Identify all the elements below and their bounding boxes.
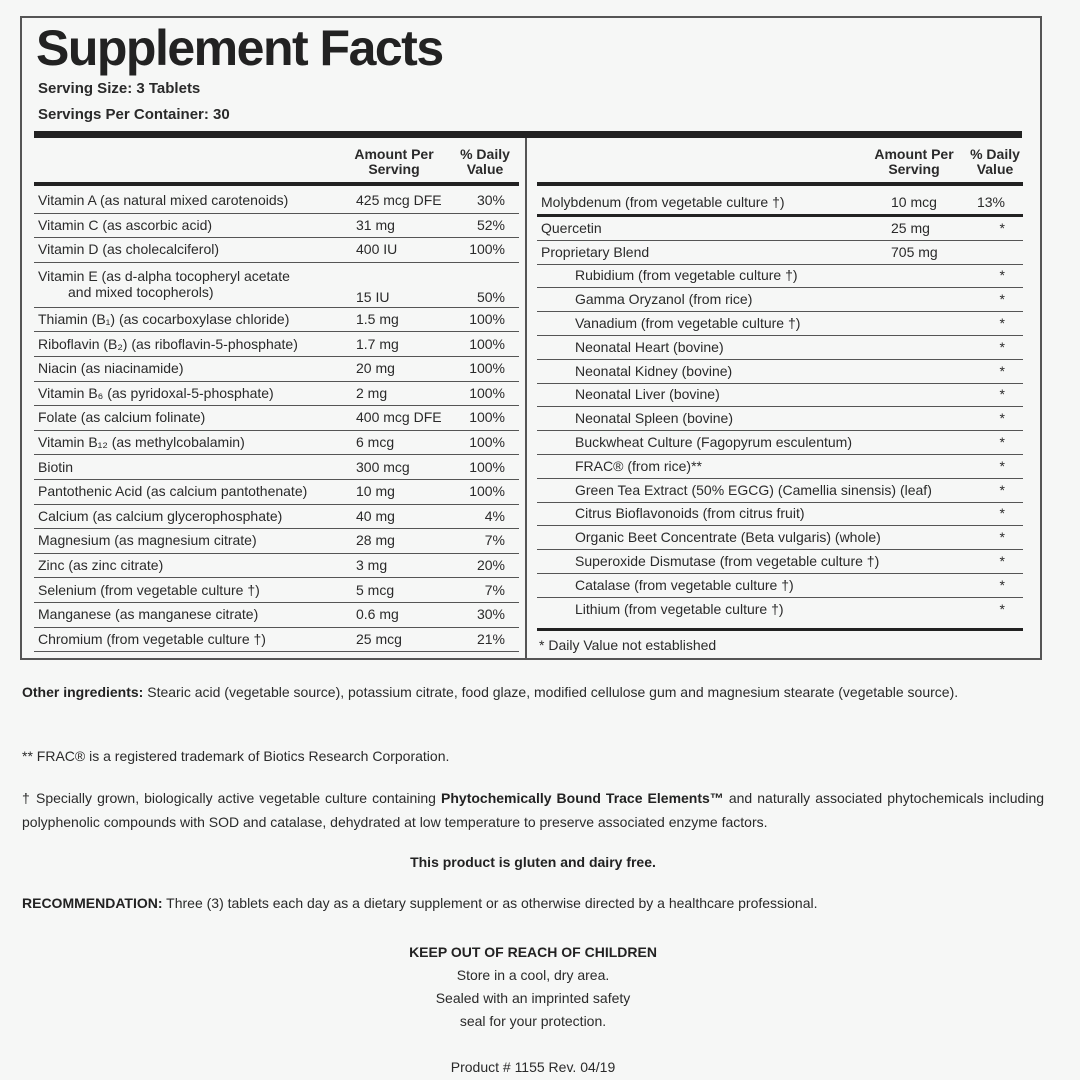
amount-per-serving: 6 mcg	[356, 434, 395, 451]
nutrient-name: FRAC® (from rice)**	[575, 457, 702, 474]
amount-per-serving: 10 mg	[356, 483, 395, 500]
nutrient-name: Riboflavin (B₂) (as riboflavin-5-phosphate)	[38, 335, 298, 352]
nutrient-name: Molybdenum (from vegetable culture †)	[541, 194, 785, 210]
amount-header: Amount Per Serving	[354, 146, 434, 177]
frac-trademark-note: ** FRAC® is a registered trademark of Biotics Research Corporation.	[22, 748, 450, 764]
amount-per-serving: 5 mcg	[356, 581, 395, 598]
table-row	[34, 405, 519, 431]
daily-value: *	[999, 267, 1005, 284]
daily-value: 7%	[484, 532, 505, 549]
nutrient-name: Folate (as calcium folinate)	[38, 409, 206, 426]
nutrient-name: Vitamin C (as ascorbic acid)	[38, 216, 213, 233]
nutrient-name: Vitamin E (as d-alpha tocopheryl acetate and mixed tocopherols)	[38, 268, 290, 301]
supplement-facts-panel	[20, 16, 1042, 660]
storage-line-2: Sealed with an imprinted safety	[435, 990, 631, 1006]
nutrient-name: Catalase (from vegetable culture †)	[575, 576, 794, 593]
product-number: Product # 1155 Rev. 04/19	[450, 1059, 616, 1075]
table-row	[34, 356, 519, 382]
table-row	[537, 240, 1023, 265]
amount-per-serving: 0.6 mg	[356, 606, 399, 623]
daily-value: *	[999, 315, 1005, 332]
table-row	[34, 188, 519, 214]
daily-value: *	[999, 505, 1005, 522]
nutrient-name: Neonatal Liver (bovine)	[575, 386, 720, 403]
daily-value: 100%	[469, 458, 505, 475]
amount-per-serving: 25 mcg	[356, 630, 402, 647]
nutrient-name: Biotin	[38, 458, 74, 475]
nutrient-name: Vitamin A (as natural mixed carotenoids)	[38, 192, 289, 209]
daily-value: 100%	[469, 335, 505, 352]
daily-value: 4%	[484, 507, 505, 524]
table-row	[34, 237, 519, 263]
table-row	[537, 406, 1023, 431]
table-row	[34, 454, 519, 480]
amount-per-serving: 400 mcg DFE	[356, 409, 442, 426]
nutrient-name: Chromium (from vegetable culture †)	[38, 630, 266, 647]
table-row	[537, 311, 1023, 336]
table-row	[537, 597, 1023, 621]
table-row	[34, 262, 519, 308]
serving-size: Serving Size: 3 Tablets	[38, 80, 201, 97]
table-row	[34, 627, 519, 653]
daily-value: *	[999, 576, 1005, 593]
nutrient-name: Zinc (as zinc citrate)	[38, 557, 164, 574]
daily-value: *	[999, 553, 1005, 570]
nutrient-name: Proprietary Blend	[541, 243, 650, 260]
table-row	[34, 381, 519, 407]
amount-per-serving: 425 mcg DFE	[356, 192, 442, 209]
table-row	[537, 430, 1023, 455]
header-divider	[34, 182, 519, 186]
daily-value-header: % Daily Value	[460, 146, 510, 177]
table-row	[537, 549, 1023, 574]
nutrient-name: Pantothenic Acid (as calcium pantothenate)	[38, 483, 308, 500]
nutrient-name: Organic Beet Concentrate (Beta vulgaris) (whole)	[575, 529, 881, 546]
nutrient-name: Green Tea Extract (50% EGCG) (Camellia sinensis) (leaf)	[575, 481, 932, 498]
daily-value: 21%	[476, 630, 505, 647]
nutrient-name: Magnesium (as magnesium citrate)	[38, 532, 257, 549]
daily-value: 50%	[476, 288, 505, 305]
servings-per-container: Servings Per Container: 30	[38, 106, 230, 123]
nutrient-name: Citrus Bioflavonoids (from citrus fruit)	[575, 505, 805, 522]
table-row	[34, 331, 519, 357]
daily-value: *	[999, 362, 1005, 379]
table-row	[34, 213, 519, 239]
table-row	[34, 504, 519, 530]
amount-per-serving: 28 mg	[356, 532, 395, 549]
amount-per-serving: 25 mg	[891, 219, 930, 236]
nutrient-name: Neonatal Kidney (bovine)	[575, 362, 733, 379]
daily-value: *	[999, 338, 1005, 355]
daily-value: *	[999, 529, 1005, 546]
daily-value: *	[999, 219, 1005, 236]
table-row	[34, 553, 519, 579]
thick-divider	[34, 131, 1022, 138]
amount-per-serving: 400 IU	[356, 241, 398, 258]
amount-per-serving: 20 mg	[356, 360, 395, 377]
daily-value: 30%	[476, 606, 505, 623]
nutrient-name: Neonatal Heart (bovine)	[575, 338, 724, 355]
table-row	[34, 307, 519, 333]
table-row	[537, 478, 1023, 503]
column-separator	[525, 138, 527, 660]
nutrient-name: Thiamin (B₁) (as cocarboxylase chloride)	[38, 311, 290, 328]
daily-value: 52%	[476, 216, 505, 233]
nutrient-name: Niacin (as niacinamide)	[38, 360, 184, 377]
daily-value-note: * Daily Value not established	[539, 637, 717, 653]
daily-value: 100%	[469, 483, 505, 500]
daily-value: 13%	[976, 194, 1005, 210]
table-row	[537, 264, 1023, 289]
amount-per-serving: 2 mg	[356, 384, 388, 401]
table-row	[34, 602, 519, 628]
daily-value: 100%	[469, 360, 505, 377]
table-row	[537, 502, 1023, 527]
amount-per-serving: 300 mcg	[356, 458, 410, 475]
gluten-free-statement: This product is gluten and dairy free.	[410, 854, 656, 870]
daily-value: 20%	[476, 557, 505, 574]
table-row	[537, 573, 1023, 598]
daily-value: 100%	[469, 311, 505, 328]
table-row	[34, 577, 519, 603]
table-row	[34, 430, 519, 456]
recommendation: RECOMMENDATION: Three (3) tablets each day as a dietary supplement or as otherwise directed by a healthcare professional.	[22, 895, 818, 911]
nutrient-name: Rubidium (from vegetable culture †)	[575, 267, 798, 284]
amount-per-serving: 1.7 mg	[356, 335, 399, 352]
table-row	[537, 359, 1023, 384]
daily-value: *	[999, 600, 1005, 617]
table-row	[537, 335, 1023, 360]
other-ingredients: Other ingredients: Stearic acid (vegetable source), potassium citrate, food glaze, modified cellulose gum and magnesium stearate (vegetable source).	[22, 684, 959, 700]
nutrient-name: Lithium (from vegetable culture †)	[575, 600, 784, 617]
daily-value: 100%	[469, 241, 505, 258]
nutrient-name: Vitamin D (as cholecalciferol)	[38, 241, 220, 258]
daily-value: 100%	[469, 434, 505, 451]
keep-out-warning: KEEP OUT OF REACH OF CHILDREN	[409, 944, 657, 960]
amount-header: Amount Per Serving	[874, 146, 954, 177]
daily-value: *	[999, 481, 1005, 498]
daily-value: *	[999, 434, 1005, 451]
table-row	[537, 188, 1023, 216]
daily-value: *	[999, 291, 1005, 308]
nutrient-name: Vanadium (from vegetable culture †)	[575, 315, 801, 332]
right-nutrient-table	[537, 138, 1023, 660]
nutrient-name: Manganese (as manganese citrate)	[38, 606, 259, 623]
dagger-note: † Specially grown, biologically active vegetable culture containing Phytochemically Bound Trace Elements™ and naturally associated phytochemicals including polyphenolic compounds with SOD and catalase, dehydrated at low temperature to preserve associated enzyme factors.	[22, 790, 1045, 830]
amount-per-serving: 31 mg	[356, 216, 395, 233]
panel-title: Supplement Facts	[36, 20, 443, 76]
amount-per-serving: 3 mg	[356, 557, 388, 574]
nutrient-name: Neonatal Spleen (bovine)	[575, 410, 733, 427]
nutrient-name: Vitamin B₆ (as pyridoxal-5-phosphate)	[38, 384, 274, 401]
table-row	[537, 216, 1023, 241]
daily-value: *	[999, 386, 1005, 403]
nutrient-name: Superoxide Dismutase (from vegetable culture †)	[575, 553, 880, 570]
table-row	[537, 454, 1023, 479]
nutrient-name: Calcium (as calcium glycerophosphate)	[38, 507, 283, 524]
daily-value: *	[999, 457, 1005, 474]
daily-value: 100%	[469, 384, 505, 401]
amount-per-serving: 705 mg	[891, 243, 938, 260]
nutrient-name: Buckwheat Culture (Fagopyrum esculentum)	[575, 434, 853, 451]
daily-value: 7%	[484, 581, 505, 598]
table-row	[537, 383, 1023, 408]
table-row	[537, 525, 1023, 550]
daily-value: 100%	[469, 409, 505, 426]
amount-per-serving: 15 IU	[356, 288, 390, 305]
storage-line-1: Store in a cool, dry area.	[456, 967, 610, 983]
nutrient-name: Selenium (from vegetable culture †)	[38, 581, 260, 598]
table-row	[537, 287, 1023, 312]
daily-value: 30%	[476, 192, 505, 209]
table-row	[34, 479, 519, 505]
storage-line-3: seal for your protection.	[459, 1013, 607, 1029]
daily-value: *	[999, 410, 1005, 427]
amount-per-serving: 1.5 mg	[356, 311, 399, 328]
nutrient-name: Quercetin	[541, 219, 602, 236]
left-nutrient-table	[34, 138, 519, 660]
footnote-divider	[537, 628, 1023, 631]
nutrient-name: Vitamin B₁₂ (as methylcobalamin)	[38, 434, 245, 451]
header-divider	[537, 182, 1023, 186]
table-row	[34, 528, 519, 554]
amount-per-serving: 40 mg	[356, 507, 395, 524]
daily-value-header: % Daily Value	[970, 146, 1020, 177]
nutrient-name: Gamma Oryzanol (from rice)	[575, 291, 753, 308]
amount-per-serving: 10 mcg	[891, 194, 937, 210]
